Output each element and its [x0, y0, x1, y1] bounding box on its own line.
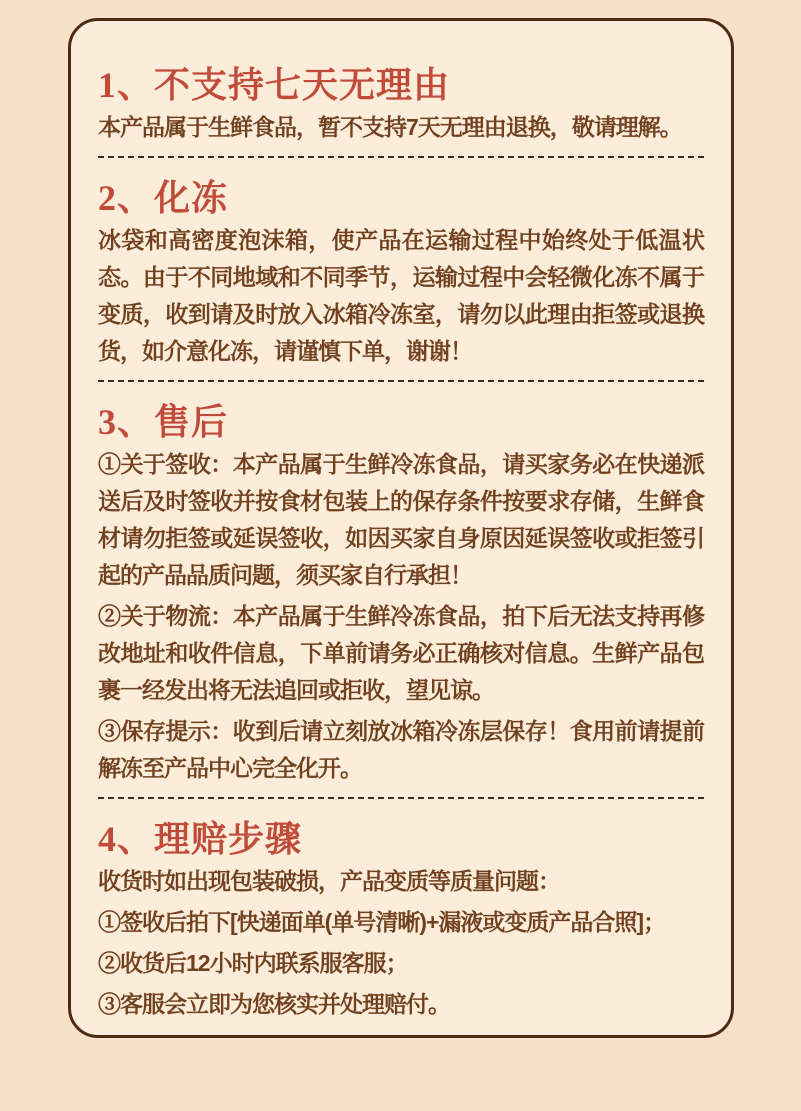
section-paragraph: ③保存提示：收到后请立刻放冰箱冷冻层保存！食用前请提前解冻至产品中心完全化开。 — [98, 718, 704, 781]
section-thawing — [98, 178, 704, 370]
section-title-after-sales: 3、售后 — [98, 402, 229, 442]
section-claim-steps — [98, 819, 704, 1023]
section-paragraph: ②收货后12小时内联系服客服； — [98, 950, 408, 976]
section-paragraph: 冰袋和高密度泡沫箱，使产品在运输过程中始终处于低温状态。由于不同地域和不同季节，运输过程中会轻微化冻不属于变质，收到请及时放入冰箱冷冻室，请勿以此理由拒签或退换货，如介意化冻，请谨慎下单，谢谢！ — [98, 227, 704, 364]
section-paragraph: ①关于签收：本产品属于生鲜冷冻食品，请买家务必在快递派送后及时签收并按食材包装上的保存条件按要求存储，生鲜食材请勿拒签或延误签收，如因买家自身原因延误签收或拒签引起的产品品质问题，须买家自行承担！ — [98, 451, 704, 588]
section-paragraph: ③客服会立即为您核实并处理赔付。 — [98, 991, 450, 1017]
section-title-thawing: 2、化冻 — [98, 178, 229, 218]
dashed-divider — [98, 797, 704, 799]
section-title-no-seven-day-return: 1、不支持七天无理由 — [98, 65, 451, 105]
section-paragraph: ①签收后拍下[快递面单(单号清晰)+漏液或变质产品合照]； — [98, 909, 666, 935]
dashed-divider — [98, 380, 704, 382]
dashed-divider — [98, 156, 704, 158]
section-after-sales — [98, 402, 704, 787]
section-paragraph: 收货时如出现包装破损，产品变质等质量问题： — [98, 868, 560, 894]
notice-card — [68, 18, 734, 1038]
section-paragraph: 本产品属于生鲜食品，暂不支持7天无理由退换，敬请理解。 — [98, 114, 682, 140]
section-no-seven-day-return — [98, 65, 704, 146]
section-paragraph: ②关于物流：本产品属于生鲜冷冻食品，拍下后无法支持再修改地址和收件信息，下单前请务必正确核对信息。生鲜产品包裹一经发出将无法追回或拒收，望见谅。 — [98, 603, 704, 703]
section-title-claim-steps: 4、理赔步骤 — [98, 819, 303, 859]
